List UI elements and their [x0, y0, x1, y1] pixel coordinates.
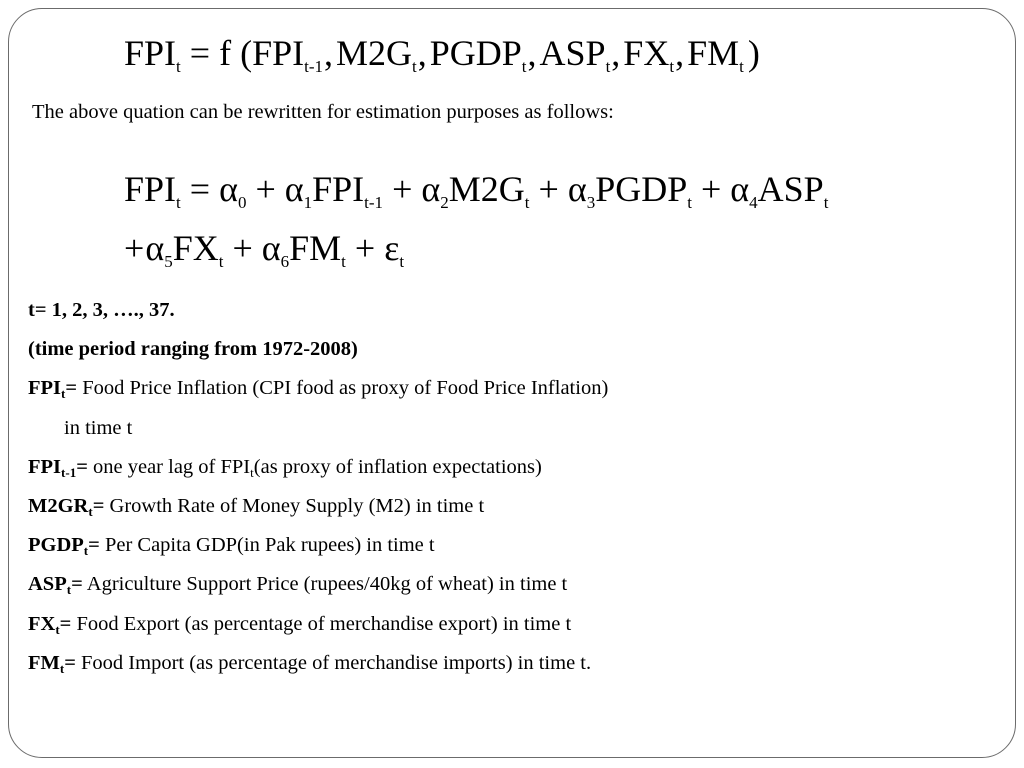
term-sub: t-1	[61, 464, 77, 480]
term: FPI	[28, 455, 62, 478]
eq2-alpha: α	[567, 169, 587, 209]
eq2-alpha: α	[421, 169, 441, 209]
eq2-alpha: α	[284, 169, 304, 209]
eq2-alpha: α	[261, 228, 281, 268]
definition-m2gr	[28, 492, 608, 531]
eq1-arg: ASP	[539, 33, 606, 73]
definition-text: Food Price Inflation (CPI food as proxy of Food Price Inflation)	[77, 377, 609, 400]
eq1-equals: =	[189, 33, 211, 73]
eq2-alpha: α	[730, 169, 750, 209]
eq1-lhs-sub: t	[176, 57, 181, 76]
eq1-lhs: FPI	[124, 33, 177, 73]
eq1-arg: PGDP	[429, 33, 522, 73]
eq2-var: ASP	[757, 169, 824, 209]
eq1-function: f (	[219, 33, 253, 73]
t-range: t= 1, 2, 3, …., 37.	[28, 299, 175, 321]
eq1-arg-sub: t	[521, 57, 527, 76]
eq2-alpha: α	[219, 169, 238, 209]
term: ASP	[28, 573, 67, 596]
eq1-arg: FM	[687, 33, 740, 73]
eq2-epsilon: ε	[384, 228, 400, 268]
eq2-alpha-sub: 0	[237, 193, 247, 212]
eq2-alpha-sub: 4	[749, 193, 758, 212]
term: PGDP	[28, 534, 84, 557]
eq2-equals: =	[189, 169, 211, 209]
eq2-alpha-sub: 1	[303, 193, 313, 212]
eq1-comma: ,	[611, 33, 621, 73]
equation-function-form	[124, 33, 760, 76]
definition-fpi-continuation: in time t	[64, 416, 133, 439]
definition-fm	[28, 649, 608, 688]
eq2-epsilon-sub: t	[399, 252, 405, 271]
equals: =	[65, 377, 78, 400]
equals: =	[59, 612, 72, 635]
term-sub: t	[83, 543, 89, 559]
definition-asp	[28, 570, 608, 609]
eq1-arg: M2G	[335, 33, 412, 73]
term: FX	[28, 612, 56, 635]
definition-text: Growth Rate of Money Supply (M2) in time t	[104, 494, 485, 517]
definition-text: Agriculture Support Price (rupees/40kg of wheat) in time t	[82, 573, 568, 596]
eq2-plus: +	[255, 169, 276, 209]
equals: =	[71, 573, 83, 596]
eq2-alpha-sub: 5	[164, 252, 173, 271]
eq1-comma: ,	[675, 33, 685, 73]
eq1-comma: ,	[323, 33, 333, 73]
eq2-var: FPI	[312, 169, 365, 209]
eq2-alpha-sub: 3	[586, 193, 596, 212]
eq2-alpha-sub: 2	[440, 193, 449, 212]
definition-text: Food Export (as percentage of merchandise export) in time t	[71, 612, 572, 635]
eq1-close-paren: )	[747, 33, 760, 73]
eq2-var-sub: t	[687, 193, 692, 212]
eq2-var: FM	[289, 228, 342, 268]
eq1-arg-sub: t	[605, 57, 611, 76]
term-sub: t	[66, 582, 72, 598]
eq1-arg: FX	[623, 33, 670, 73]
equals: =	[92, 494, 105, 517]
definition-text: one year lag of FPI	[87, 455, 251, 478]
eq2-plus: +	[538, 169, 559, 209]
definition-fpi	[28, 374, 608, 413]
eq2-var: M2G	[448, 169, 525, 209]
definition-text: Food Import (as percentage of merchandise imports) in time t.	[75, 651, 592, 674]
eq2-var-sub: t-1	[364, 193, 384, 212]
eq2-plus: +	[232, 228, 253, 268]
equation-estimation-line-1	[124, 169, 829, 212]
eq2-var: PGDP	[595, 169, 688, 209]
eq2-lhs-sub: t	[176, 193, 181, 212]
text-sub: t	[250, 464, 254, 480]
term-sub: t	[61, 386, 66, 402]
definition-fx	[28, 610, 608, 649]
eq2-var-sub: t	[823, 193, 829, 212]
equals: =	[76, 455, 88, 478]
eq1-arg-sub: t	[669, 57, 675, 76]
eq1-arg: FPI	[252, 33, 305, 73]
definition-text: (as proxy of inflation expectations)	[253, 455, 542, 478]
eq2-alpha: α	[145, 228, 165, 268]
time-period: (time period ranging from 1972-2008)	[28, 338, 358, 361]
term-sub: t	[59, 660, 65, 676]
definition-fpi-lag	[28, 453, 608, 492]
variable-definitions	[28, 296, 608, 688]
equals: =	[88, 534, 100, 557]
eq2-plus: +	[700, 169, 722, 209]
equation-estimation-line-2	[124, 228, 405, 271]
term-sub: t	[88, 503, 93, 519]
eq2-plus: +	[124, 228, 145, 268]
definition-text: Per Capita GDP(in Pak rupees) in time t	[99, 534, 435, 557]
term: FM	[28, 651, 60, 674]
eq1-arg-sub: t-1	[304, 57, 323, 76]
eq2-lhs: FPI	[124, 169, 177, 209]
intro-text: The above quation can be rewritten for estimation purposes as follows:	[32, 101, 614, 123]
eq2-plus: +	[354, 228, 376, 268]
eq2-var-sub: t	[218, 252, 224, 271]
eq1-arg-sub: t	[739, 57, 744, 76]
term: M2GR	[28, 494, 89, 517]
eq2-var-sub: t	[524, 193, 530, 212]
eq2-var-sub: t	[341, 252, 346, 271]
eq2-plus: +	[392, 169, 413, 209]
term: FPI	[28, 377, 62, 400]
eq2-var: FX	[172, 228, 219, 268]
eq1-comma: ,	[417, 33, 427, 73]
eq1-comma: ,	[527, 33, 537, 73]
term-sub: t	[55, 621, 60, 637]
eq1-arg-sub: t	[412, 57, 417, 76]
eq2-alpha-sub: 6	[280, 252, 290, 271]
equals: =	[64, 651, 76, 674]
definition-pgdp	[28, 531, 608, 570]
